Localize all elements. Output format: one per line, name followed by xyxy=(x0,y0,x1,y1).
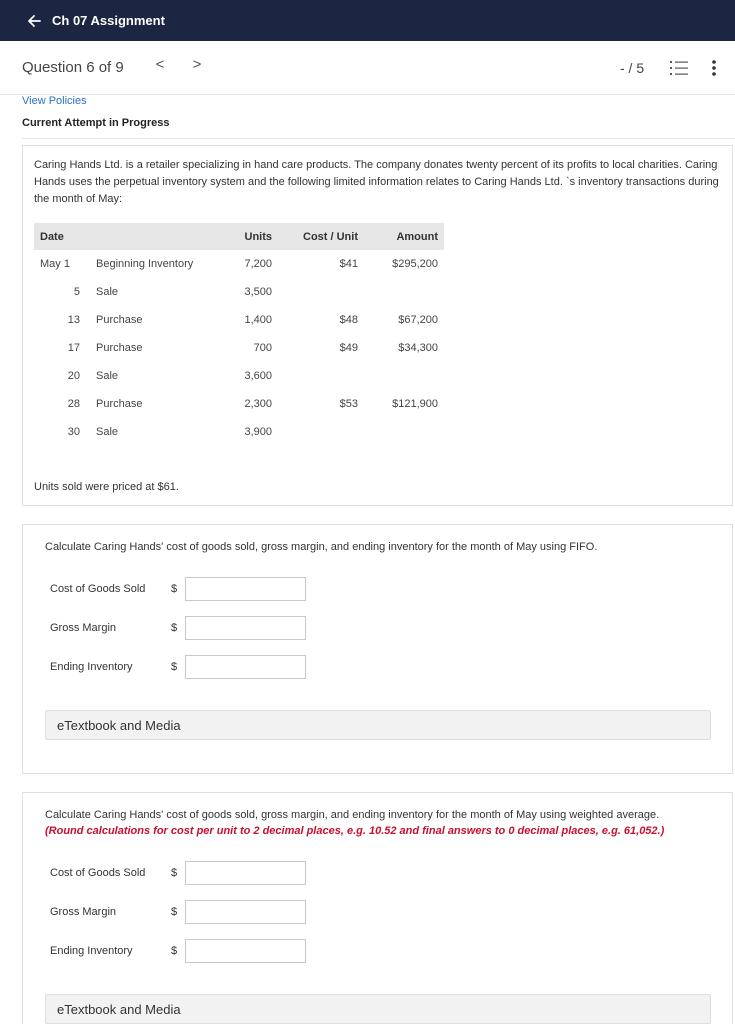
fifo-gross-margin-row xyxy=(50,616,306,640)
inventory-table xyxy=(34,223,444,446)
row-amount: $295,200 xyxy=(392,258,438,270)
row-cost xyxy=(278,362,364,390)
top-bar xyxy=(0,0,735,41)
previous-question-button[interactable]: < xyxy=(155,56,165,73)
wavg-gross-margin-input[interactable] xyxy=(185,900,306,924)
header-units: Units xyxy=(220,223,278,250)
field-label: Cost of Goods Sold xyxy=(50,867,146,879)
rounding-instruction: (Round calculations for cost per unit to 2 decimal places, e.g. 10.52 and final answers to 0 decimal places, e.g. 61,052.) xyxy=(45,825,665,837)
assignment-title: Ch 07 Assignment xyxy=(52,13,165,28)
table-row xyxy=(34,306,444,334)
row-date: 5 xyxy=(73,286,80,298)
arrow-left-icon[interactable] xyxy=(26,13,42,29)
field-label: Ending Inventory xyxy=(50,945,133,957)
next-question-button[interactable]: > xyxy=(192,56,202,73)
table-row xyxy=(34,250,444,278)
row-cost xyxy=(278,418,364,446)
header-date: Date xyxy=(34,223,90,250)
row-description: Purchase xyxy=(96,342,143,354)
question-nav xyxy=(0,41,735,95)
wavg-ending-inventory-input[interactable] xyxy=(185,939,306,963)
wavg-cogs-input[interactable] xyxy=(185,861,306,885)
row-description: Purchase xyxy=(96,314,143,326)
row-cost: $49 xyxy=(339,342,358,354)
list-icon[interactable] xyxy=(670,60,688,76)
table-row xyxy=(34,334,444,362)
row-date: 20 xyxy=(67,370,80,382)
row-description: Purchase xyxy=(96,398,143,410)
row-units: 700 xyxy=(253,342,272,354)
fifo-gross-margin-input[interactable] xyxy=(185,616,306,640)
row-amount: $67,200 xyxy=(398,314,438,326)
problem-intro: Caring Hands Ltd. is a retailer specializing in hand care products. The company donates twenty percent of its profits to local charities. Caring Hands uses the perpetual inventory system and the following limited information relates to Caring Hands Ltd. `s inventory transactions during the month of May: xyxy=(34,159,719,205)
wavg-etextbook-button[interactable]: eTextbook and Media xyxy=(45,994,711,1024)
row-amount xyxy=(364,362,444,390)
row-cost: $53 xyxy=(339,398,358,410)
row-amount xyxy=(364,418,444,446)
wavg-gross-margin-row xyxy=(50,900,306,924)
fifo-etextbook-button[interactable]: eTextbook and Media xyxy=(45,710,711,740)
fifo-ending-inventory-input[interactable] xyxy=(185,655,306,679)
attempt-status: Current Attempt in Progress xyxy=(22,117,170,129)
row-units: 1,400 xyxy=(244,314,272,326)
row-units: 3,500 xyxy=(244,286,272,298)
currency-symbol: $ xyxy=(171,867,178,879)
table-row xyxy=(34,390,444,418)
row-description: Sale xyxy=(96,426,119,438)
weighted-average-question-panel xyxy=(22,792,733,1024)
row-cost xyxy=(278,278,364,306)
row-amount: $121,900 xyxy=(392,398,438,410)
wavg-cogs-row xyxy=(50,861,306,885)
field-label: Gross Margin xyxy=(50,622,117,634)
more-vertical-icon[interactable] xyxy=(708,58,720,78)
row-description: Beginning Inventory xyxy=(96,258,194,270)
fifo-question-panel xyxy=(22,524,733,774)
question-sentence: Calculate Caring Hands' cost of goods sold, gross margin, and ending inventory for the month of May using weighted average. xyxy=(45,809,660,821)
fifo-ending-inventory-row xyxy=(50,655,306,679)
currency-symbol: $ xyxy=(171,622,178,634)
row-description: Sale xyxy=(96,370,119,382)
row-cost: $48 xyxy=(339,314,358,326)
field-label: Cost of Goods Sold xyxy=(50,583,146,595)
fifo-cogs-row xyxy=(50,577,306,601)
fifo-question-text: Calculate Caring Hands' cost of goods sold, gross margin, and ending inventory for the month of May using FIFO. xyxy=(45,541,598,553)
row-description: Sale xyxy=(96,286,119,298)
currency-symbol: $ xyxy=(171,945,178,957)
row-units: 3,900 xyxy=(244,426,272,438)
row-date: 30 xyxy=(67,426,80,438)
header-description xyxy=(90,223,220,250)
fifo-cogs-input[interactable] xyxy=(185,577,306,601)
row-date: 28 xyxy=(67,398,80,410)
field-label: Ending Inventory xyxy=(50,661,133,673)
row-units: 7,200 xyxy=(244,258,272,270)
row-date: 17 xyxy=(67,342,80,354)
currency-symbol: $ xyxy=(171,661,178,673)
currency-symbol: $ xyxy=(171,583,178,595)
row-date: 13 xyxy=(67,314,80,326)
table-row xyxy=(34,418,444,446)
divider xyxy=(22,138,735,139)
row-cost: $41 xyxy=(339,258,358,270)
table-row xyxy=(34,278,444,306)
row-amount xyxy=(364,278,444,306)
table-header-row xyxy=(34,223,444,250)
header-amount: Amount xyxy=(364,223,444,250)
question-counter: Question 6 of 9 xyxy=(22,59,124,76)
question-score: - / 5 xyxy=(620,60,645,76)
row-units: 3,600 xyxy=(244,370,272,382)
header-cost-unit: Cost / Unit xyxy=(278,223,364,250)
row-date: May 1 xyxy=(40,258,70,270)
wavg-ending-inventory-row xyxy=(50,939,306,963)
row-units: 2,300 xyxy=(244,398,272,410)
field-label: Gross Margin xyxy=(50,906,117,918)
row-amount: $34,300 xyxy=(398,342,438,354)
weighted-average-question-text xyxy=(45,807,715,839)
table-row xyxy=(34,362,444,390)
view-policies-link[interactable]: View Policies xyxy=(22,95,87,107)
sale-price-note: Units sold were priced at $61. xyxy=(34,481,179,493)
problem-panel xyxy=(22,145,733,506)
currency-symbol: $ xyxy=(171,906,178,918)
